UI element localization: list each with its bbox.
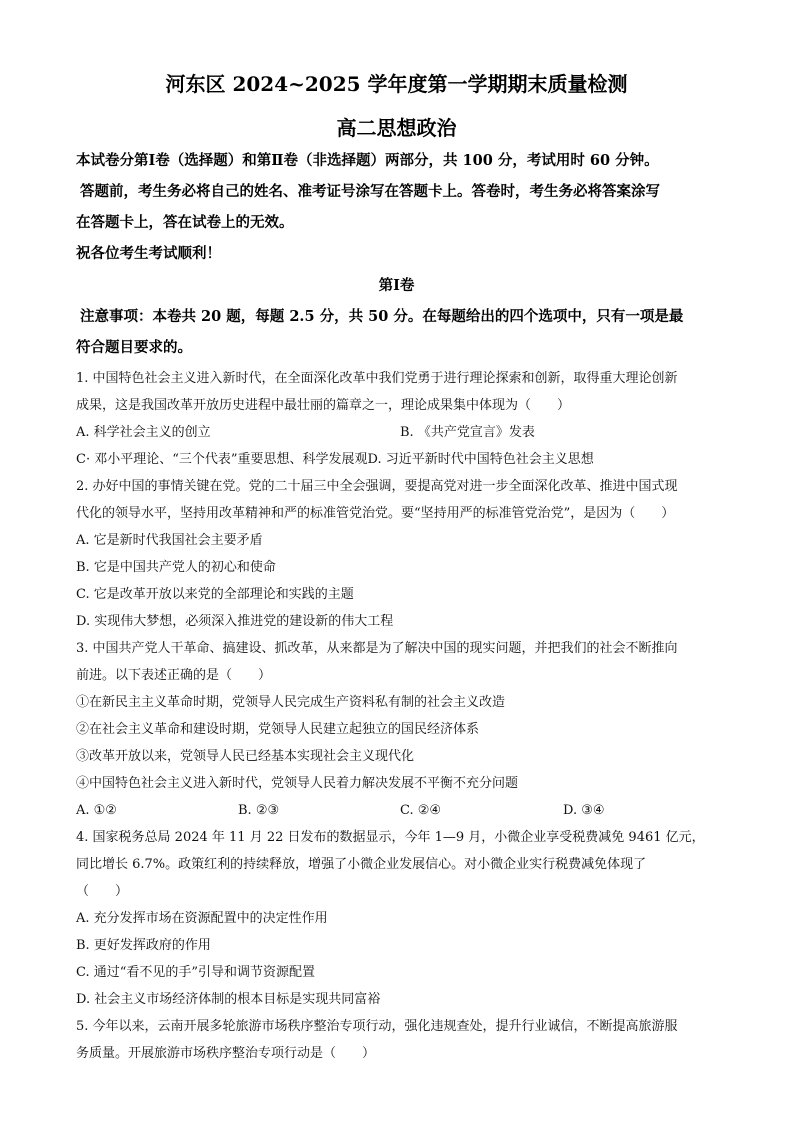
q3-statement-4: ④中国特色社会主义进入新时代，党领导人民着力解决发展不平衡不充分问题 — [76, 776, 519, 791]
q5-stem-line-2: 务质量。开展旅游市场秩序整治专项行动是（ ） — [76, 1046, 376, 1061]
q2-option-c: C. 它是改革开放以来党的全部理论和实践的主题 — [76, 587, 354, 602]
q1-stem-line-2: 成果，这是我国改革开放历史进程中最壮丽的篇章之一，理论成果集中体现为（ ） — [76, 398, 571, 413]
q3-stem-line-2: 前进。以下表述正确的是（ ） — [76, 668, 272, 683]
q5-stem-line-1: 5. 今年以来，云南开展多轮旅游市场秩序整治专项行动，强化违规查处，提升行业诚信，不断提高旅游服 — [76, 1019, 678, 1034]
q2-option-d: D. 实现伟大梦想，必须深入推进党的建设新的伟大工程 — [76, 614, 394, 629]
q4-option-d: D. 社会主义市场经济体制的根本目标是实现共同富裕 — [76, 992, 381, 1007]
intro-line-1: 本试卷分第Ⅰ卷（选择题）和第Ⅱ卷（非选择题）两部分，共 100 分，考试用时 60 分钟。 — [76, 152, 659, 169]
q3-option-a: A. ①② — [76, 803, 117, 818]
q2-stem-line-2: 代化的领导水平，坚持用改革精神和严的标准管党治党。要“坚持用严的标准管党治党”，是因为（ ） — [76, 506, 675, 521]
q1-option-a: A. 科学社会主义的创立 — [76, 425, 211, 440]
exam-title: 河东区 2024~2025 学年度第一学期期末质量检测 — [165, 72, 628, 96]
q1-stem-line-1: 1. 中国特色社会主义进入新时代，在全面深化改革中我们党勇于进行理论探索和创新，取得重大理论创新 — [76, 371, 678, 386]
q3-option-b: B. ②③ — [238, 803, 280, 818]
intro-line-4: 祝各位考生考试顺利！ — [76, 245, 221, 262]
exam-subject: 高二思想政治 — [336, 116, 457, 140]
section-title: 第Ⅰ卷 — [378, 277, 415, 294]
section-note-line-1: 注意事项：本卷共 20 题，每题 2.5 分，共 50 分。在每题给出的四个选项中，只有一项是最 — [80, 308, 684, 325]
section-note-line-2: 符合题目要求的。 — [76, 339, 192, 356]
q4-stem-line-1: 4. 国家税务总局 2024 年 11 月 22 日发布的数据显示，今年 1—9 月，小微企业享受税费减免 9461 亿元， — [76, 830, 705, 845]
q3-option-d: D. ③④ — [563, 803, 605, 818]
q3-statement-3: ③改革开放以来，党领导人民已经基本实现社会主义现代化 — [76, 749, 415, 764]
q3-statement-2: ②在社会主义革命和建设时期，党领导人民建立起独立的国民经济体系 — [76, 722, 480, 737]
intro-line-3: 在答题卡上，答在试卷上的无效。 — [76, 214, 294, 231]
q4-option-c: C. 通过“看不见的手”引导和调节资源配置 — [76, 965, 316, 980]
q2-option-a: A. 它是新时代我国社会主要矛盾 — [76, 533, 263, 548]
q3-option-c: C. ②④ — [400, 803, 442, 818]
q4-stem-line-3: （ ） — [76, 884, 129, 899]
q2-stem-line-1: 2. 办好中国的事情关键在党。党的二十届三中全会强调，要提高党对进一步全面深化改革、推进中国式现 — [76, 479, 678, 494]
q4-stem-line-2: 同比增长 6.7%。政策红利的持续释放，增强了小微企业发展信心。对小微企业实行税费减免体现了 — [76, 857, 647, 872]
q4-option-a: A. 充分发挥市场在资源配置中的决定性作用 — [76, 911, 328, 926]
q2-option-b: B. 它是中国共产党人的初心和使命 — [76, 560, 276, 575]
intro-line-2: 答题前，考生务必将自己的姓名、准考证号涂写在答题卡上。答卷时，考生务必将答案涂写 — [80, 183, 660, 200]
q4-option-b: B. 更好发挥政府的作用 — [76, 938, 211, 953]
q1-option-cd: C· 邓小平理论、“三个代表”重要思想、科学发展观D. 习近平新时代中国特色社会主义思想 — [76, 452, 594, 467]
q1-option-b: B. 《共产党宣言》发表 — [400, 425, 535, 440]
q3-statement-1: ①在新民主主义革命时期，党领导人民完成生产资料私有制的社会主义改造 — [76, 695, 506, 710]
q3-stem-line-1: 3. 中国共产党人干革命、搞建设、抓改革，从来都是为了解决中国的现实问题，并把我们的社会不断推向 — [76, 641, 678, 656]
